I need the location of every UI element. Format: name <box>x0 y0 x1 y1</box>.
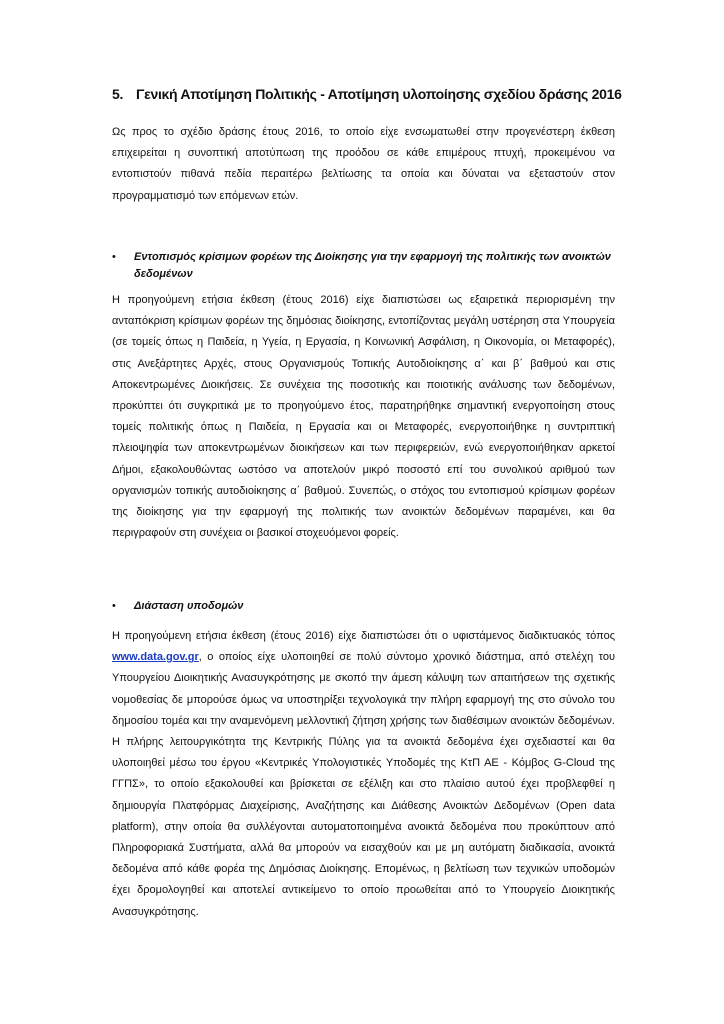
section-heading <box>112 86 632 102</box>
bullet-title: Διάσταση υποδομών <box>134 600 244 612</box>
infrastructure-paragraph <box>112 626 615 923</box>
data-gov-link[interactable]: www.data.gov.gr <box>112 651 199 664</box>
bullet-title: Εντοπισμός κρίσιμων φορέων της Διοίκησης για την εφαρμογή της πολιτικής των ανοικτών δεδομένων <box>134 251 611 280</box>
bullet-icon: • <box>112 251 116 263</box>
bullet-icon: • <box>112 600 116 612</box>
section-title: Γενική Αποτίμηση Πολιτικής - Αποτίμηση υλοποίησης σχεδίου δράσης 2016 <box>136 86 622 102</box>
infrastructure-text-rest: , ο οποίος είχε υλοποιηθεί σε πολύ σύντομο χρονικό διάστημα, από στελέχη του Υπουργείου Διοικητικής Ανασυγκρότησης με σκοπό την άμεση κάλυψη των απαιτήσεων της σχετικής νομοθεσίας δε μπορούσε όμως να υποστηρίξει τεχνολογικά την πλήρη εφαρμογή της στο σύνολο του δημοσίου τομέα και την αναμενόμενη μελλοντική ζήτηση χρήσης των διαθέσιμων ανοικτών δεδομένων. Η πλήρης λειτουργικότητα της Κεντρικής Πύλης για τα ανοικτά δεδομένα έχει σχεδιαστεί και θα υλοποιηθεί μέσω του έργου «Κεντρικές Υπολογιστικές Υποδομές της ΚτΠ ΑΕ - Κόμβος G-Cloud της ΓΓΠΣ», το οποίο εξακολουθεί και βρίσκεται σε εξέλιξη και στο πλαίσιο αυτού έχει προβλεφθεί η δημιουργία Πλατφόρμας Διαχείρισης, Αναζήτησης και Διάθεσης Ανοικτών Δεδομένων (Open data platform), στην οποία θα συλλέγονται αυτοματοποιημένα ανοικτά δεδομένα που προκύπτουν από Πληροφοριακά Συστήματα, αλλά θα μπορούν να εισαχθούν και με μη αυτόματη διαδικασία, ανοικτά δεδομένα από κάθε φορέα της Δημόσιας Διοίκησης. Επομένως, η βελτίωση των τεχνικών υποδομών έχει δρομολογηθεί και αποτελεί αντικείμενο το οποίο προωθείται από το Υπουργείο Διοικητικής Ανασυγκρότησης. <box>112 651 615 918</box>
intro-paragraph: Ως προς το σχέδιο δράσης έτους 2016, το οποίο είχε ενσωματωθεί στην προγενέστερη έκθεση επιχειρείται η συνοπτική αποτύπωση της προόδου σε κάθε επιμέρους πτυχή, προκειμένου να εντοπιστούν πιθανά πεδία περαιτέρω βελτίωσης τα οποία και δύναται να εξεταστούν στον προγραμματισμό των επόμενων ετών. <box>112 126 615 202</box>
infrastructure-text-start: Η προηγούμενη ετήσια έκθεση (έτους 2016) είχε διαπιστώσει ότι ο υφιστάμενος διαδικτυακός τόπος <box>112 630 615 642</box>
critical-bodies-paragraph: Η προηγούμενη ετήσια έκθεση (έτους 2016) είχε διαπιστώσει ως εξαιρετικά περιορισμένη την ανταπόκριση κρίσιμων φορέων της δημόσιας διοίκησης, εντοπίζοντας μεγάλη υστέρηση στα Υπουργεία (σε τομείς όπως η Παιδεία, η Υγεία, η Εργασία, η Κοινωνική Ασφάλιση, η Οικονομία, οι Μεταφορές), στις Ανεξάρτητες Αρχές, στους Οργανισμούς Τοπικής Αυτοδιοίκησης α΄ και β΄ βαθμού και στις Αποκεντρωμένες Διοικήσεις. Σε συνέχεια της ποσοτικής και ποιοτικής ανάλυσης των δεδομένων, προκύπτει ότι συγκριτικά με το προηγούμενο έτος, παρατηρήθηκε σημαντική ενεργοποίηση στους τομείς πολιτικής όπως η Παιδεία, η Εργασία και οι Μεταφορές, ενεργοποιήθηκε η συντριπτική πλειοψηφία των αποκεντρωμένων διοικήσεων και των περιφερειών, ενώ ενεργοποιήθηκαν αρκετοί Δήμοι, εξακολουθώντας ωστόσο να αποτελούν μικρό ποσοστό επί του συνολικού αριθμού των οργανισμών τοπικής αυτοδιοίκησης α΄ βαθμού. Συνεπώς, ο στόχος του εντοπισμού κρίσιμων φορέων της διοίκησης για την εφαρμογή της πολιτικής των ανοικτών δεδομένων παραμένει, και θα περιγραφούν στη συνέχεια οι βασικοί στοχευόμενοι φορείς. <box>112 294 615 540</box>
section-number: 5. <box>112 86 124 102</box>
